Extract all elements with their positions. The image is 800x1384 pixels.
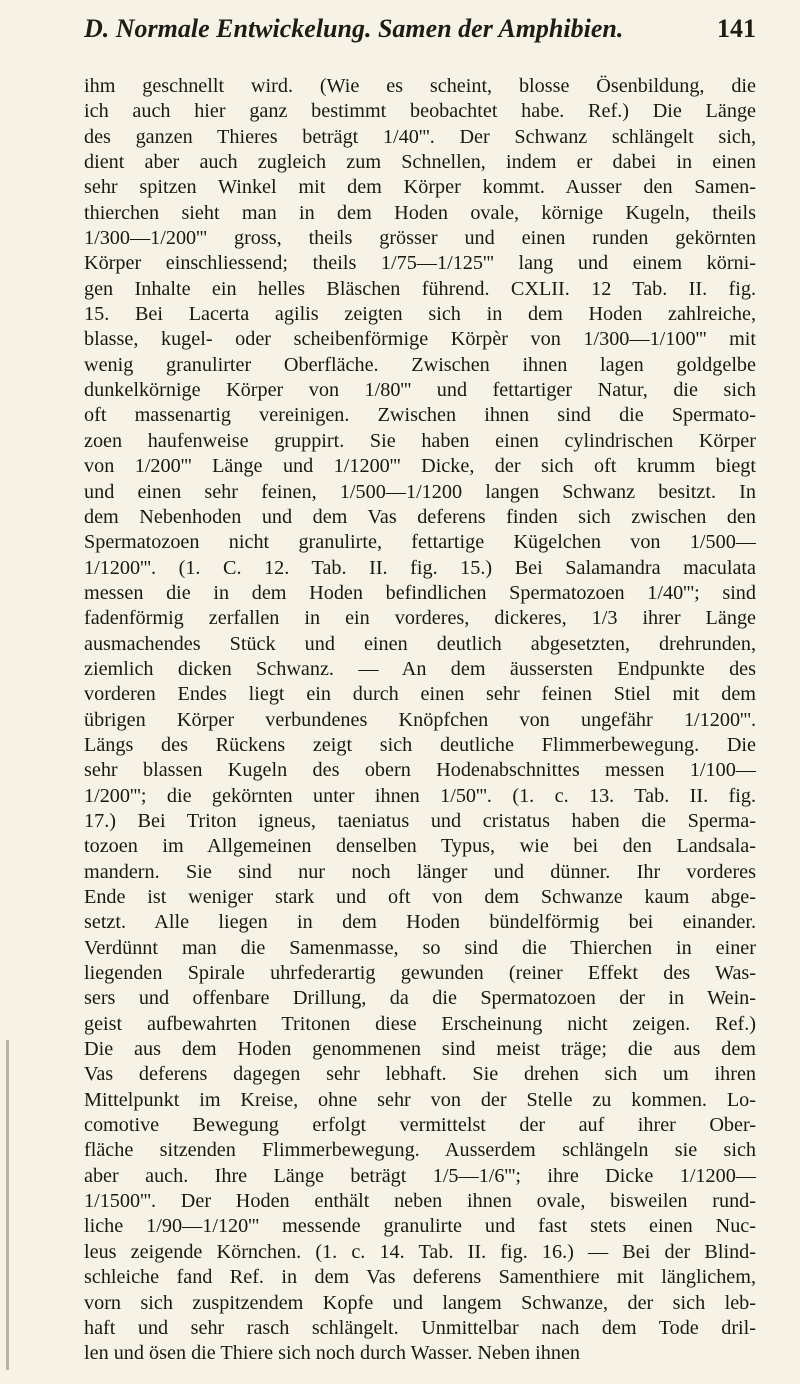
text-line: vorderen Endes liegt ein durch einen sehr feinen Stiel mit dem (84, 683, 756, 706)
text-line: len und ösen die Thiere sich noch durch Wasser. Neben ihnen (84, 1342, 581, 1365)
text-line: haft und sehr rasch schlängelt. Unmittelbar nach dem Tode dril- (84, 1316, 756, 1339)
text-line: liegenden Spirale uhrfederartig gewunden (reiner Effekt des Was- (84, 962, 756, 985)
text-line: aber auch. Ihre Länge beträgt 1/5—1/6'''; ihre Dicke 1/1200— (84, 1164, 756, 1187)
text-line: mandern. Sie sind nur noch länger und dünner. Ihr vorderes (84, 860, 756, 883)
text-line: 1/1200'''. (1. C. 12. Tab. II. fig. 15.) Bei Salamandra maculata (84, 556, 756, 579)
text-line: Vas deferens dagegen sehr lebhaft. Sie drehen sich um ihren (84, 1063, 756, 1086)
text-line: ich auch hier ganz bestimmt beobachtet habe. Ref.) Die Länge (84, 100, 756, 123)
text-line: leus zeigende Körnchen. (1. c. 14. Tab. II. fig. 16.) — Bei der Blind- (84, 1240, 756, 1263)
text-line: oft massenartig vereinigen. Zwischen ihnen sind die Spermato- (84, 404, 756, 427)
text-line: 1/1500'''. Der Hoden enthält neben ihnen ovale, bisweilen rund- (84, 1190, 756, 1213)
text-line: gen Inhalte ein helles Bläschen führend. CXLII. 12 Tab. II. fig. (84, 277, 756, 300)
text-line: Körper einschliessend; theils 1/75—1/125''' lang und einem körni- (84, 252, 756, 275)
text-line: wenig granulirter Oberfläche. Zwischen ihnen lagen goldgelbe (84, 353, 756, 376)
text-line: 17.) Bei Triton igneus, taeniatus und cristatus haben die Sperma- (84, 809, 756, 832)
text-line: 1/300—1/200''' gross, theils grösser und einen runden gekörnten (84, 227, 756, 250)
text-line: ausmachendes Stück und einen deutlich abgesetzten, drehrunden, (84, 632, 756, 655)
text-line: thierchen sieht man in dem Hoden ovale, körnige Kugeln, theils (84, 201, 756, 224)
text-line: dunkelkörnige Körper von 1/80''' und fettartiger Natur, die sich (84, 379, 756, 402)
text-line: dient aber auch zugleich zum Schnellen, indem er dabei in einen (84, 151, 756, 174)
text-line: sehr spitzen Winkel mit dem Körper kommt. Ausser den Samen- (84, 176, 756, 199)
text-line: des ganzen Thieres beträgt 1/40'''. Der Schwanz schlängelt sich, (84, 125, 756, 148)
text-line: Spermatozoen nicht granulirte, fettartige Kügelchen von 1/500— (84, 531, 756, 554)
text-line: tozoen im Allgemeinen denselben Typus, wie bei den Landsala- (84, 835, 756, 858)
text-line: messen die in dem Hoden befindlichen Spermatozoen 1/40'''; sind (84, 581, 756, 604)
text-line: fadenförmig zerfallen in ein vorderes, dickeres, 1/3 ihrer Länge (84, 607, 756, 630)
text-line: blasse, kugel- oder scheibenförmige Körpèr von 1/300—1/100''' mit (84, 328, 756, 351)
text-line: 1/200'''; die gekörnten unter ihnen 1/50'''. (1. c. 13. Tab. II. fig. (84, 784, 756, 807)
text-line: comotive Bewegung erfolgt vermittelst der auf ihrer Ober- (84, 1114, 756, 1137)
text-line: ihm geschnellt wird. (Wie es scheint, blosse Ösenbildung, die (84, 75, 756, 97)
text-line: setzt. Alle liegen in dem Hoden bündelförmig bei einander. (84, 911, 756, 934)
text-line: Die aus dem Hoden genommenen sind meist träge; die aus dem (84, 1038, 756, 1061)
text-line: von 1/200''' Länge und 1/1200''' Dicke, der sich oft krumm biegt (84, 455, 756, 478)
text-line: sers und offenbare Drillung, da die Spermatozoen der in Wein- (84, 987, 756, 1010)
text-line: vorn sich zuspitzendem Kopfe und langem Schwanze, der sich leb- (84, 1291, 756, 1314)
text-line: und einen sehr feinen, 1/500—1/1200 langen Schwanz besitzt. In (84, 480, 756, 503)
text-line: Ende ist weniger stark und oft von dem Schwanze kaum abge- (84, 886, 756, 908)
body-text (84, 74, 756, 1367)
text-line: Verdünnt man die Samenmasse, so sind die Thierchen in einer (84, 936, 756, 959)
text-line: 15. Bei Lacerta agilis zeigten sich in dem Hoden zahlreiche, (84, 303, 756, 326)
text-line: Mittelpunkt im Kreise, ohne sehr von der Stelle zu kommen. Lo- (84, 1088, 756, 1111)
text-line: schleiche fand Ref. in dem Vas deferens Samenthiere mit länglichem, (84, 1266, 756, 1289)
text-line: liche 1/90—1/120''' messende granulirte und fast stets einen Nuc- (84, 1215, 756, 1238)
text-line: geist aufbewahrten Tritonen diese Erscheinung nicht zeigen. Ref.) (84, 1012, 756, 1035)
text-line: zoen haufenweise gruppirt. Sie haben einen cylindrischen Körper (84, 429, 756, 452)
text-line: fläche sitzenden Flimmerbewegung. Ausserdem schlängeln sie sich (84, 1139, 756, 1162)
text-line: sehr blassen Kugeln des obern Hodenabschnittes messen 1/100— (84, 759, 756, 782)
text-line: ziemlich dicken Schwanz. — An dem äussersten Endpunkte des (84, 657, 756, 680)
section-title: D. Normale Entwickelung. Samen der Amphibien. (84, 14, 624, 43)
page-edge-shadow (6, 1040, 9, 1370)
text-line: dem Nebenhoden und dem Vas deferens finden sich zwischen den (84, 505, 756, 528)
running-head (84, 14, 756, 54)
text-line: übrigen Körper verbundenes Knöpfchen von ungefähr 1/1200'''. (84, 708, 756, 731)
page-number: 141 (717, 14, 756, 43)
text-line: Längs des Rückens zeigt sich deutliche Flimmerbewegung. Die (84, 733, 756, 756)
